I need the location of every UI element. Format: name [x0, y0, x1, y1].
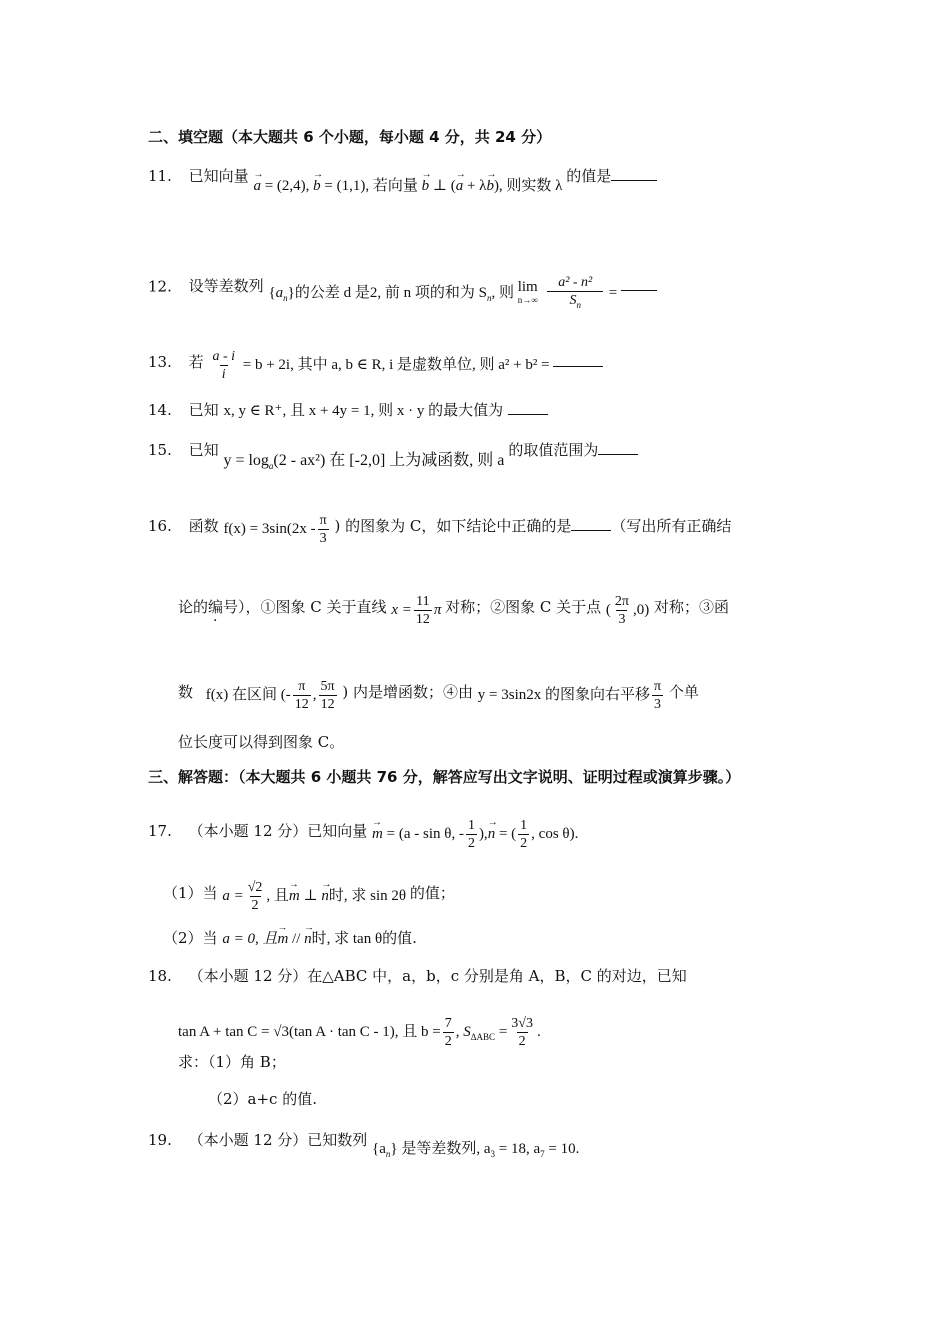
question-18: 18. （本小题 12 分）在△ABC 中，a，b，c 分别是角 A，B，C 的对边，已知 — [148, 967, 687, 985]
question-17: 17. （本小题 12 分）已知向量 → m = (a - sin θ, - $\frac{1}{2}$ ),→ n = ( $\frac{1}{2}$ , cos θ). — [148, 815, 578, 850]
question-12: 12. 设等差数列 $\{a_n\}$的公差 d 是2, 前 n 项的和为 $S_n$, 则 lim n→∞ $\frac{\text{a² - n²}}{S_n}$ = — [148, 268, 657, 308]
question-16-line-3: 数 f(x) 在区间 (- $\frac{\pi}{12}$ , $\frac{5\pi}{12}$ ) 内是增函数；④由 y = 3sin2x 的图象向右平移 $\frac{\pi}{3}$ 个单 — [178, 679, 699, 712]
section-3-heading: 三、解答题：（本大题共 6 小题共 76 分，解答应写出文字说明、证明过程或演算步骤。） — [148, 768, 741, 786]
q11-answer-blank — [611, 166, 657, 181]
q15-answer-blank — [598, 440, 638, 455]
question-18-ask-2: （2）a+c 的值. — [208, 1090, 317, 1108]
q13-answer-blank — [553, 352, 603, 367]
q19-formula: $\{a_n\}$ 是等差数列, $a_3 = 18$, $a_7 = 10$. — [372, 1141, 580, 1159]
question-19: 19. （本小题 12 分）已知数列 $\{a_n\}$ 是等差数列, $a_3 = 18$, $a_7 = 10$. — [148, 1131, 580, 1159]
question-17-part-1: （1）当 a = $\frac{√2}{2}$ , 且→ m ⊥ → n时, 求 sin 2θ 的值； — [163, 877, 455, 912]
question-16: 16. 函数 f(x) = 3sin(2x - $\frac{\pi}{3}$ ) 的图象为 C，如下结论中正确的是 （写出所有正确结 — [148, 513, 732, 546]
question-13: 13. 若 $\frac{a - i}{i}$ = b + 2i, 其中 a, b ∈ R, i 是虚数单位, 则 a² + b² = — [148, 346, 603, 381]
question-16-line-4: 位长度可以得到图象 C。 — [178, 733, 345, 751]
q12-answer-blank — [621, 276, 657, 291]
q11-formula: → a = (2,4), → b = (1,1), 若向量 → b ⊥ (→ a + λ→ b), 则实数 λ — [253, 178, 566, 194]
question-15: 15. 已知 $y = \log_a(2 - ax^2)$ 在 [-2,0] 上为减函数, 则 a 的取值范围为 — [148, 440, 638, 466]
q12-formula: $\{a_n\}$的公差 d 是2, 前 n 项的和为 $S_n$, 则 lim n→∞ $\frac{\text{a² - n²}}{S_n}$ = — [268, 285, 621, 301]
q16-formula: f(x) = 3sin(2x - $\frac{\pi}{3}$ — [223, 513, 327, 546]
q14-formula: x, y ∈ R⁺, 且 x + 4y = 1, 则 x · y 的最大值为 — [223, 403, 504, 419]
q14-answer-blank — [508, 400, 548, 415]
question-16-line-2: 论的编号），①图象 C 关于直线 x = $\frac{11}{12}$ π 对称；②图象 C 关于点 ( $\frac{2\pi}{3}$ ,0) 对称；③函 — [178, 594, 730, 627]
q11-number: 11. — [148, 167, 172, 185]
question-11: 11. 已知向量 → a = (2,4), → b = (1,1), 若向量 → b ⊥ (→ a + λ→ b), 则实数 λ 的值是 — [148, 166, 657, 187]
q13-formula: $\frac{a - i}{i}$ = b + 2i, 其中 a, b ∈ R, i 是虚数单位, 则 a² + b² = — [212, 349, 550, 382]
question-18-ask-1: 求：（1）角 B； — [178, 1053, 286, 1071]
q15-formula: $y = \log_a(2 - ax^2)$ 在 [-2,0] 上为减函数, 则 a — [223, 452, 505, 472]
question-17-part-2: （2）当 a = 0, 且→ m // → n时, 求 tan θ的值. — [163, 928, 417, 945]
q16-answer-blank — [571, 516, 611, 531]
q17-formula: → m = (a - sin θ, - $\frac{1}{2}$ ),→ n = ( $\frac{1}{2}$ , cos θ). — [372, 826, 578, 842]
section-2-heading: 二、填空题（本大题共 6 个小题，每小题 4 分，共 24 分） — [148, 128, 552, 146]
question-14: 14. 已知 x, y ∈ R⁺, 且 x + 4y = 1, 则 x · y 的最大值为 — [148, 400, 548, 421]
question-18-formula: tan A + tan C = √3(tan A · tan C - 1), 且 b = $\frac{7}{2}$ , $S_{\Delta ABC}$ = $\frac{3√3}{2}$ . — [178, 1016, 541, 1049]
